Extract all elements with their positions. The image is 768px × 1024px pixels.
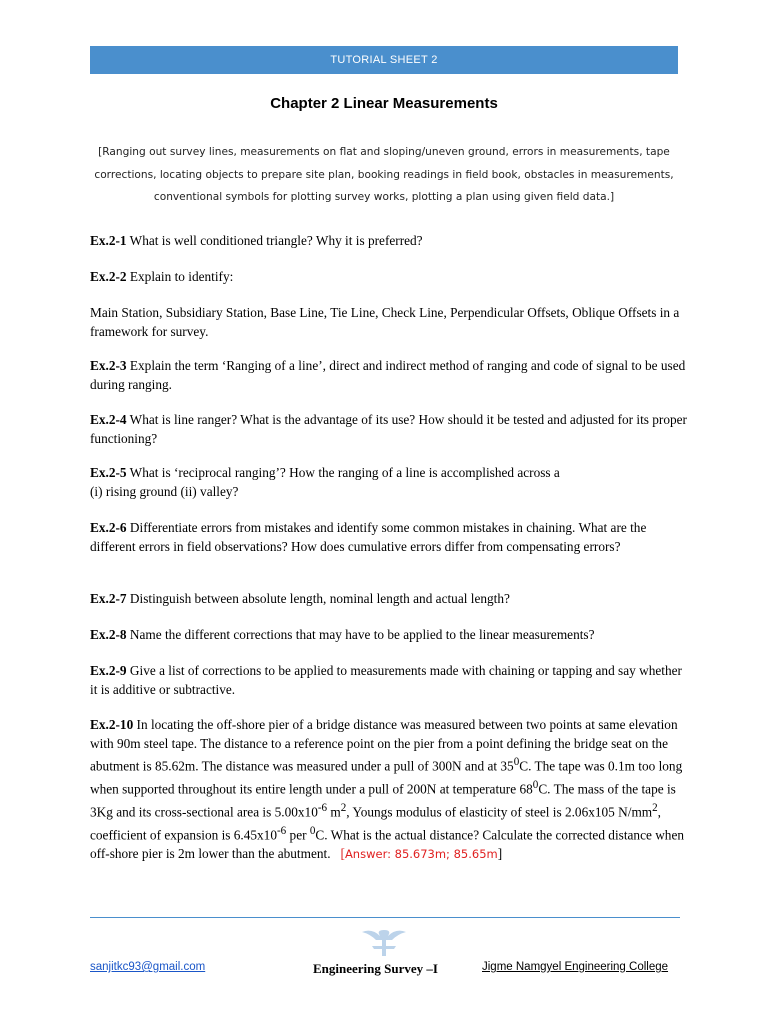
college-logo-icon xyxy=(358,926,410,960)
chapter-title: Chapter 2 Linear Measurements xyxy=(270,95,498,112)
footer-subject: Engineering Survey –I xyxy=(313,961,438,976)
exercise-2-7 xyxy=(90,590,690,609)
exercise-2-10 xyxy=(90,716,690,863)
superscript: 2 xyxy=(340,801,347,814)
topics-list: [Ranging out survey lines, measurements on flat and sloping/uneven ground, errors in measurements, tape corrections, locating objects to prepare site plan, booking readings in field book, obstacles in measurements, conventional symbols for plotting survey works, plotting a plan using given field data.] xyxy=(94,146,674,203)
exercise-text: Distinguish between absolute length, nominal length and actual length? xyxy=(126,591,510,606)
exercise-number: Ex.2-5 xyxy=(90,465,127,480)
footer-email-link[interactable]: sanjitkc93@gmail.com xyxy=(90,961,206,973)
footer-college: Jigme Namgyel Engineering College xyxy=(482,961,669,973)
exercise-2-4 xyxy=(90,411,690,448)
exercise-2-6 xyxy=(90,519,690,556)
superscript: 0 xyxy=(309,824,316,837)
exercise-text: In locating the off-shore pier of a bridge distance was measured between two points at same elevation with 90m steel tape. The distance to a reference point on the pier from a point defining the bridge seat on the abutment is 85.62m. The distance was measured under a pull of 300N and at 35 xyxy=(90,717,678,774)
answer-text: Answer: 85.673m; 85.65m xyxy=(344,846,498,861)
superscript: 0 xyxy=(513,756,520,768)
exercise-number: Ex.2-8 xyxy=(90,627,127,642)
exercise-text: C. What is the actual distance? Calculate the corrected distance when off-shore pier is 2m lower than the abutment. xyxy=(90,827,684,861)
exercise-text: What is line ranger? What is the advantage of its use? How should it be tested and adjusted for its proper functioning? xyxy=(90,412,687,446)
exercise-number: Ex.2-10 xyxy=(90,717,134,732)
exercise-number: Ex.2-3 xyxy=(90,358,127,373)
superscript: 2 xyxy=(652,801,658,814)
exercise-number: Ex.2-6 xyxy=(90,520,127,535)
exercise-text: Give a list of corrections to be applied to measurements made with chaining or tapping and say whether it is additive or subtractive. xyxy=(90,663,682,697)
exercise-text: , Youngs modulus of elasticity of steel is 2.06x105 N/mm xyxy=(346,804,653,820)
exercise-text: What is ‘reciprocal ranging’? How the ranging of a line is accomplished across a xyxy=(126,465,560,480)
exercise-number: Ex.2-4 xyxy=(90,412,127,427)
exercise-2-2-items: Main Station, Subsidiary Station, Base Line, Tie Line, Check Line, Perpendicular Offsets, Oblique Offsets in a framework for survey. xyxy=(90,305,680,339)
exercise-number: Ex.2-1 xyxy=(90,233,127,248)
exercise-2-8 xyxy=(90,626,690,645)
exercise-2-2 xyxy=(90,268,690,287)
exercise-text: , coefficient of expansion is 6.45x10 xyxy=(90,804,661,843)
exercise-text: C. The mass of the tape is 3Kg and its cross-sectional area is 5.00x10 xyxy=(90,781,676,820)
tutorial-sheet-banner: TUTORIAL SHEET 2 xyxy=(90,46,678,74)
exercise-text: per xyxy=(286,827,310,843)
exercise-text: Differentiate errors from mistakes and identify some common mistakes in chaining. What are the different errors in field observations? How does cumulative errors differ from compensating errors? xyxy=(90,520,647,554)
exercise-number: Ex.2-2 xyxy=(90,269,127,284)
superscript: -6 xyxy=(317,801,328,814)
footer-divider xyxy=(90,917,680,918)
exercise-text: What is well conditioned triangle? Why it is preferred? xyxy=(126,233,423,248)
superscript: -6 xyxy=(276,824,287,837)
exercise-text-line2: (i) rising ground (ii) valley? xyxy=(90,483,239,499)
exercise-number: Ex.2-7 xyxy=(90,591,127,606)
exercise-text: Explain the term ‘Ranging of a line’, direct and indirect method of ranging and code of signal to be used during ranging. xyxy=(90,358,686,392)
exercise-2-9 xyxy=(90,662,690,699)
exercise-text: m xyxy=(327,804,341,820)
exercise-text: Explain to identify: xyxy=(126,269,234,284)
exercise-2-3 xyxy=(90,357,690,394)
exercise-2-5 xyxy=(90,464,690,501)
answer-bracket-close: ] xyxy=(497,845,503,861)
answer-bracket-open: [ xyxy=(340,845,345,861)
exercise-text: Name the different corrections that may have to be applied to the linear measurements? xyxy=(126,627,595,642)
exercise-number: Ex.2-9 xyxy=(90,663,127,678)
exercise-text: C. The tape was 0.1m too long when supported throughout its entire length under a pull of 200N at temperature 68 xyxy=(90,758,683,797)
exercise-2-1 xyxy=(90,232,690,251)
superscript: 0 xyxy=(532,778,539,791)
